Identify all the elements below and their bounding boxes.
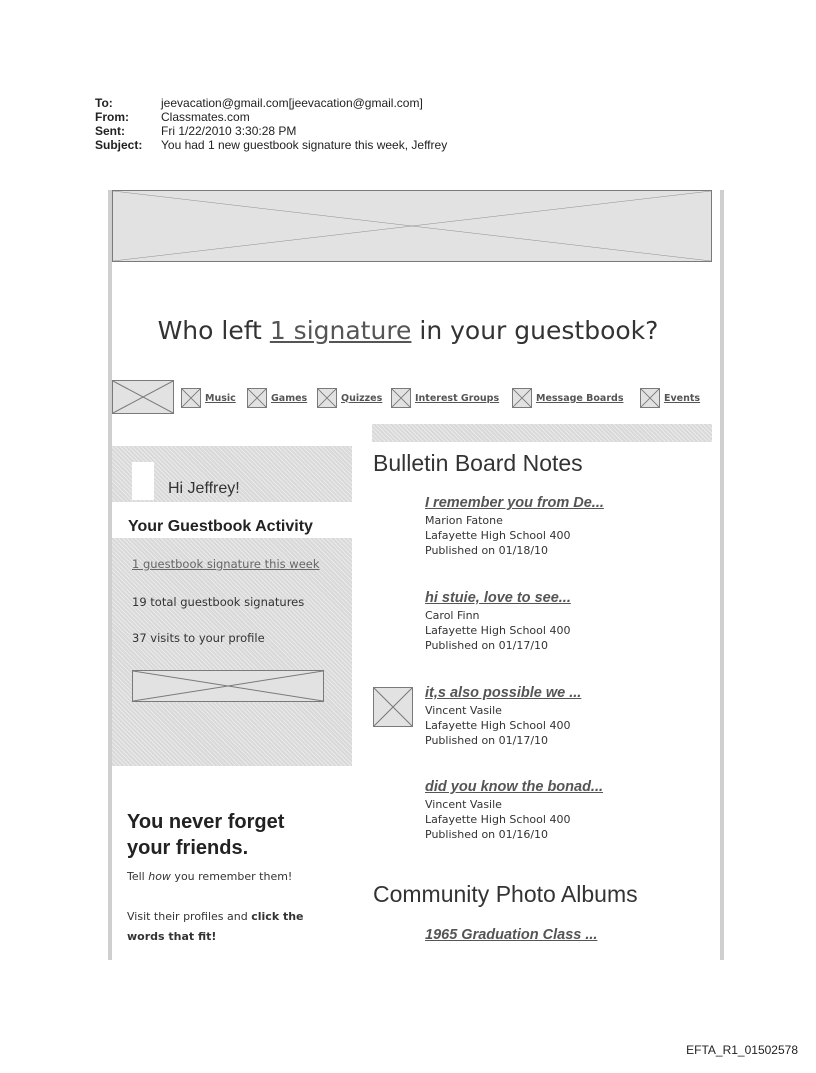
nav-item-label: Interest Groups — [415, 392, 500, 404]
note-school: Lafayette High School 400 — [425, 529, 571, 542]
to-label: To: — [95, 96, 113, 110]
greeting-box — [128, 462, 352, 502]
note-school: Lafayette High School 400 — [425, 624, 571, 637]
tell-after: you remember them! — [170, 870, 293, 883]
nav-item-quizzes[interactable] — [317, 387, 382, 409]
slogan-line-1: You never forget — [127, 811, 285, 833]
note-title-link[interactable]: hi stuie, love to see... — [425, 590, 571, 606]
tell-before: Tell — [127, 870, 149, 883]
section-divider — [372, 424, 712, 442]
games-icon — [247, 388, 267, 408]
nav-bar — [112, 380, 712, 414]
note-photo-placeholder — [373, 687, 413, 727]
nav-item-label: Message Boards — [536, 392, 624, 404]
page-headline — [0, 316, 816, 345]
activity-title: Your Guestbook Activity — [128, 518, 313, 535]
visit-before: Visit their profiles and — [127, 910, 252, 923]
nav-item-label: Music — [205, 392, 236, 404]
visit-bold: click the — [251, 910, 304, 923]
signature-link[interactable]: 1 signature — [269, 316, 412, 345]
visit-text — [127, 907, 304, 947]
nav-item-games[interactable] — [247, 387, 307, 409]
note-published: Published on 01/16/10 — [425, 828, 549, 841]
note-published: Published on 01/18/10 — [425, 544, 549, 557]
bulletin-title: Bulletin Board Notes — [373, 450, 583, 476]
tell-emphasis: how — [148, 870, 171, 883]
nav-item-music[interactable] — [181, 387, 236, 409]
music-icon — [181, 388, 201, 408]
tell-text — [127, 867, 292, 887]
nav-item-label: Events — [664, 392, 701, 404]
subject-value: You had 1 new guestbook signature this week, Jeffrey — [161, 138, 448, 152]
subject-label: Subject: — [95, 138, 143, 152]
slogan — [127, 809, 284, 861]
note-author: Vincent Vasile — [425, 798, 502, 811]
bulletin-note — [425, 686, 581, 748]
bulletin-note — [425, 591, 571, 653]
sent-value: Fri 1/22/2010 3:30:28 PM — [161, 124, 297, 138]
note-author: Vincent Vasile — [425, 704, 502, 717]
note-published: Published on 01/17/10 — [425, 734, 549, 747]
document-id: EFTA_R1_01502578 — [686, 1043, 798, 1057]
bulletin-note — [425, 780, 603, 842]
note-school: Lafayette High School 400 — [425, 813, 571, 826]
stat-week-link[interactable]: 1 guestbook signature this week — [132, 557, 320, 571]
nav-item-label: Quizzes — [341, 392, 383, 404]
headline-text: Who left — [157, 316, 270, 345]
logo-image-placeholder — [112, 380, 174, 414]
nav-item-events[interactable] — [640, 387, 700, 409]
note-title-link[interactable]: did you know the bonad... — [425, 779, 604, 795]
headline-text-end: in your guestbook? — [411, 316, 659, 345]
email-header — [95, 96, 447, 152]
avatar — [132, 462, 154, 500]
albums-title: Community Photo Albums — [373, 881, 638, 907]
slogan-line-2: your friends. — [127, 837, 249, 859]
from-label: From: — [95, 110, 129, 124]
nav-item-interest-groups[interactable] — [391, 387, 499, 409]
stat-visits: 37 visits to your profile — [132, 631, 265, 645]
visit-line-2: words that fit! — [127, 930, 217, 943]
sent-label: Sent: — [95, 124, 125, 138]
guestbook-button-placeholder[interactable] — [132, 670, 324, 702]
banner-image-placeholder — [112, 190, 712, 262]
note-title-link[interactable]: it,s also possible we ... — [425, 685, 582, 701]
note-title-link[interactable]: I remember you from De... — [425, 495, 604, 511]
note-author: Carol Finn — [425, 609, 480, 622]
events-icon — [640, 388, 660, 408]
note-published: Published on 01/17/10 — [425, 639, 549, 652]
note-author: Marion Fatone — [425, 514, 503, 527]
nav-item-message-boards[interactable] — [512, 387, 624, 409]
quizzes-icon — [317, 388, 337, 408]
from-value: Classmates.com — [161, 110, 250, 124]
bulletin-note — [425, 496, 604, 558]
interest-groups-icon — [391, 388, 411, 408]
greeting-text: Hi Jeffrey! — [168, 480, 240, 497]
album-link[interactable]: 1965 Graduation Class ... — [425, 927, 598, 943]
stat-total: 19 total guestbook signatures — [132, 595, 305, 609]
nav-item-label: Games — [271, 392, 308, 404]
note-school: Lafayette High School 400 — [425, 719, 571, 732]
to-value: jeevacation@gmail.com[jeevacation@gmail.com] — [161, 96, 423, 110]
message-boards-icon — [512, 388, 532, 408]
